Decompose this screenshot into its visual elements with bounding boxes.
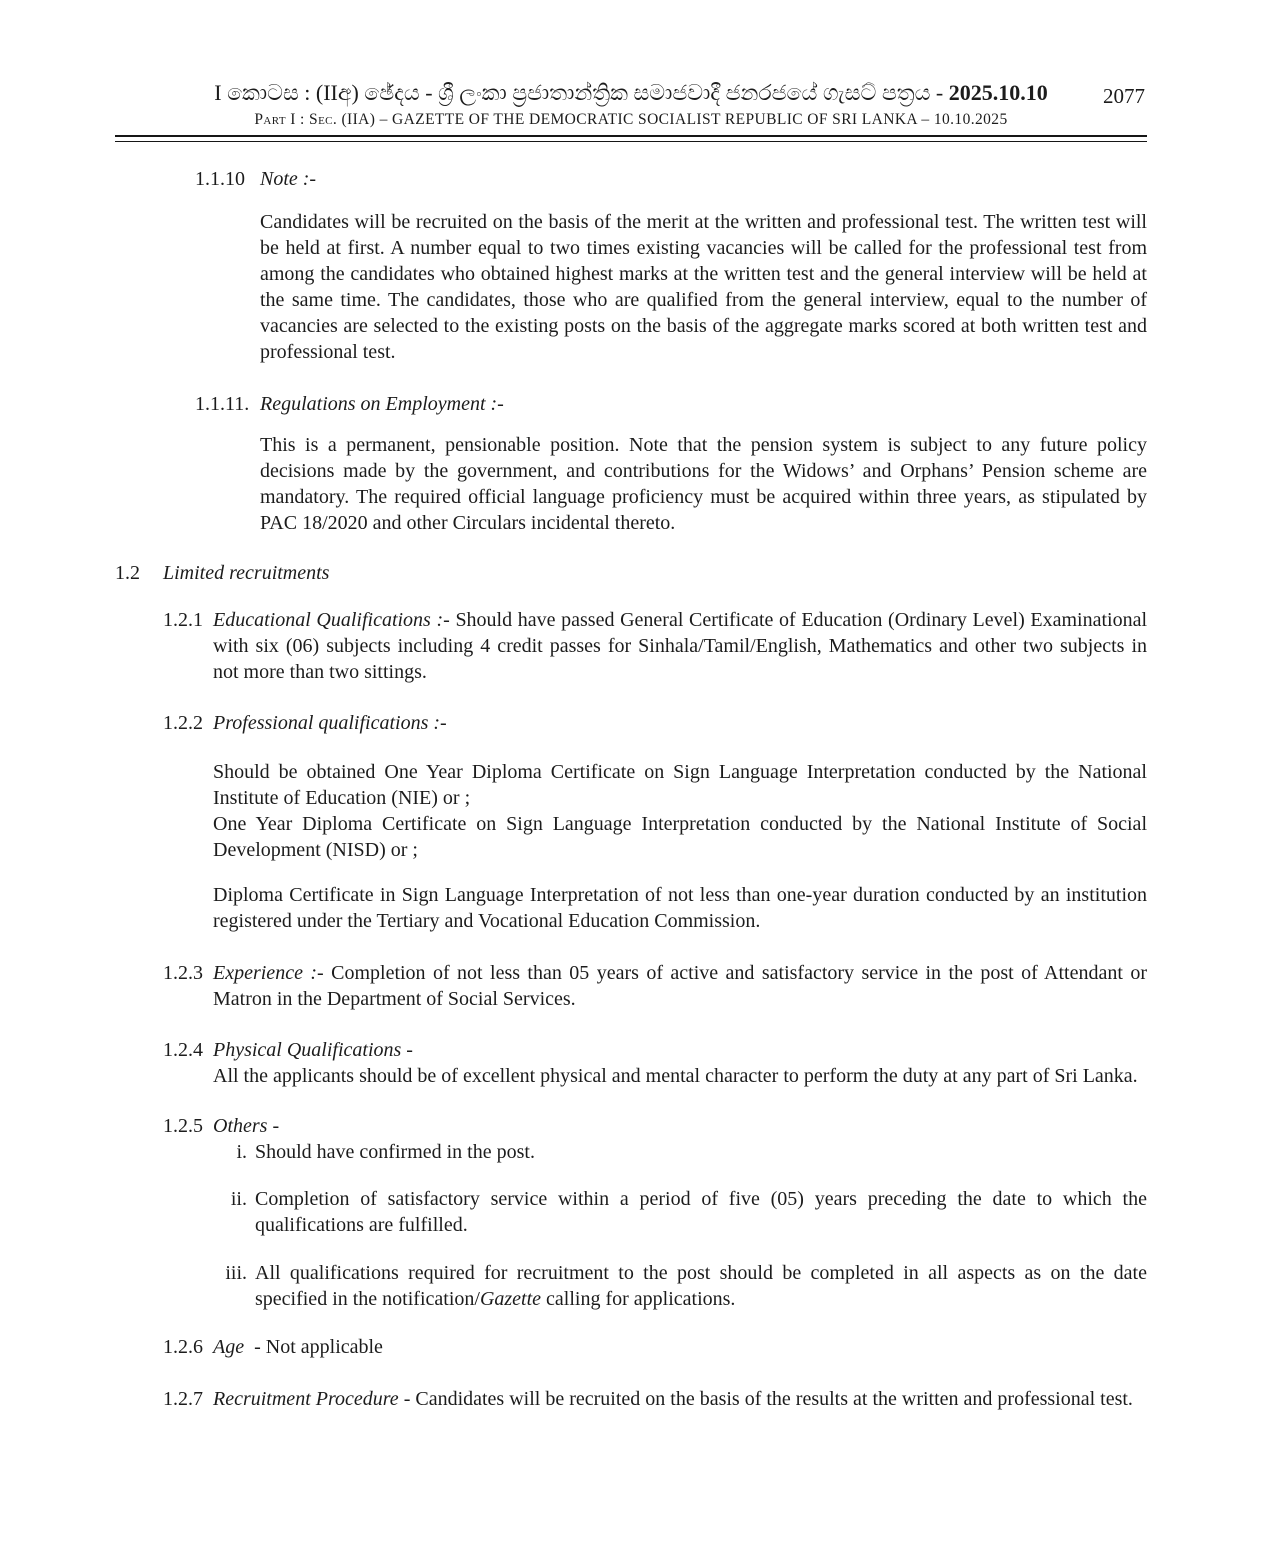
section-body [213, 1386, 1147, 1412]
paragraph-line: Should be obtained One Year Diploma Certificate on Sign Language Interpretation conducted by the National Institute of Education (NIE) or ; [213, 761, 1147, 809]
section-1-1-11-heading [195, 391, 1147, 417]
section-1-2-6 [163, 1334, 1147, 1360]
page-header [115, 78, 1147, 142]
section-number: 1.1.10 [195, 168, 245, 190]
list-item-ii [213, 1186, 1147, 1238]
section-text: Completion of not less than 05 years of active and satisfactory service in the post of Attendant or Matron in the Department of Social Services. [213, 962, 1148, 1010]
section-number: 1.2.6 [163, 1336, 203, 1358]
section-number: 1.2.1 [163, 609, 203, 631]
section-1-2-3 [163, 960, 1147, 1012]
paragraph-professional-2: Diploma Certificate in Sign Language Interpretation of not less than one-year duration conducted by an institution registered under the Tertiary and Vocational Education Commission. [213, 884, 1147, 932]
section-title: Professional qualifications :- [213, 712, 447, 734]
page-number: 2077 [1103, 84, 1145, 108]
list-text: Completion of satisfactory service within a period of five (05) years preceding the date to which the qualifications are fulfilled. [255, 1188, 1147, 1236]
section-title: Regulations on Employment :- [260, 393, 504, 415]
section-title: Limited recruitments [163, 562, 330, 584]
list-item-iii [213, 1260, 1147, 1312]
section-1-2-4 [163, 1037, 1147, 1089]
section-title: Age [213, 1336, 245, 1358]
section-title: Physical Qualifications - [213, 1039, 413, 1061]
list-marker: iii. [225, 1262, 247, 1284]
section-text: All the applicants should be of excellent physical and mental character to perform the duty at any part of Sri Lanka. [213, 1065, 1138, 1087]
section-text: Should have passed General Certificate of Education (Ordinary Level) Examinational with six (06) subjects including 4 credit passes for Sinhala/Tamil/English, Mathematics and other two subjects in not more than two sittings. [213, 609, 1148, 683]
section-text: - Candidates will be recruited on the basis of the results at the written and professional test. [403, 1388, 1133, 1410]
section-body [213, 960, 1147, 1012]
section-body [213, 1334, 1147, 1360]
section-title: Experience :- [213, 962, 324, 984]
list-text: Should have confirmed in the post. [255, 1141, 535, 1163]
section-1-2-2-heading [163, 710, 1147, 736]
section-number: 1.2.3 [163, 962, 203, 984]
list-marker: i. [236, 1141, 247, 1163]
section-title: Others - [213, 1115, 280, 1137]
header-sinhala-text: I කොටස : (IIඅ) ඡේදය - ශ්‍රී ලංකා ප්‍රජාතාන්ත්‍රික සමාජවාදී ජනරජයේ ගැසට් පත්‍රය - [214, 80, 949, 105]
section-number: 1.2.2 [163, 712, 203, 734]
paragraph-line: One Year Diploma Certificate on Sign Language Interpretation conducted by the National Institute of Social Development (NISD) or ; [213, 813, 1147, 861]
list-text-lead: All qualifications required for recruitment to the post should be completed in all aspects as on the date specified in the notification/ [255, 1262, 1147, 1310]
section-number: 1.2 [115, 562, 140, 584]
list-item-i [213, 1139, 1147, 1165]
header-title-sinhala [115, 78, 1147, 108]
section-1-2-1 [163, 607, 1147, 685]
section-number: 1.2.7 [163, 1388, 203, 1410]
list-text-tail: calling for applications. [541, 1288, 736, 1310]
section-number: 1.1.11. [195, 393, 250, 415]
paragraph-professional-1 [213, 759, 1147, 863]
header-rule [115, 135, 1147, 142]
paragraph-note: Candidates will be recruited on the basis of the merit at the written and professional test. The written test will be held at first. A number equal to two times existing vacancies will be called for the professional test from among the candidates who obtained highest marks at the written test and the general interview will be held at the same time. The candidates, those who are qualified from the general interview, equal to the number of vacancies are selected to the existing posts on the basis of the aggregate marks scored at both written test and professional test. [260, 211, 1147, 363]
section-body [213, 1037, 1147, 1089]
section-title: Educational Qualifications :- [213, 609, 450, 631]
section-1-1-10-heading [195, 166, 1147, 192]
section-1-2-7 [163, 1386, 1147, 1412]
section-body [213, 607, 1147, 685]
section-1-2-5-heading [163, 1113, 1147, 1139]
list-text-italic: Gazette [479, 1288, 542, 1310]
section-title: Note :- [260, 168, 317, 190]
header-title-english: Part I : Sec. (IIA) – GAZETTE OF THE DEMOCRATIC SOCIALIST REPUBLIC OF SRI LANKA – 10.10.2025 [254, 111, 1008, 128]
section-number: 1.2.5 [163, 1115, 203, 1137]
section-title: Recruitment Procedure [213, 1388, 399, 1410]
header-sinhala-date: 2025.10.10 [948, 80, 1048, 105]
section-number: 1.2.4 [163, 1039, 203, 1061]
section-1-2-heading [115, 560, 1147, 586]
list-marker: ii. [230, 1188, 247, 1210]
section-text: - Not applicable [254, 1336, 383, 1358]
paragraph-regulations: This is a permanent, pensionable position. Note that the pension system is subject to any future policy decisions made by the government, and contributions for the Widows’ and Orphans’ Pension scheme are mandatory. The required official language proficiency must be acquired within three years, as stipulated by PAC 18/2020 and other Circulars incidental thereto. [260, 434, 1147, 534]
list-text [255, 1260, 1147, 1312]
